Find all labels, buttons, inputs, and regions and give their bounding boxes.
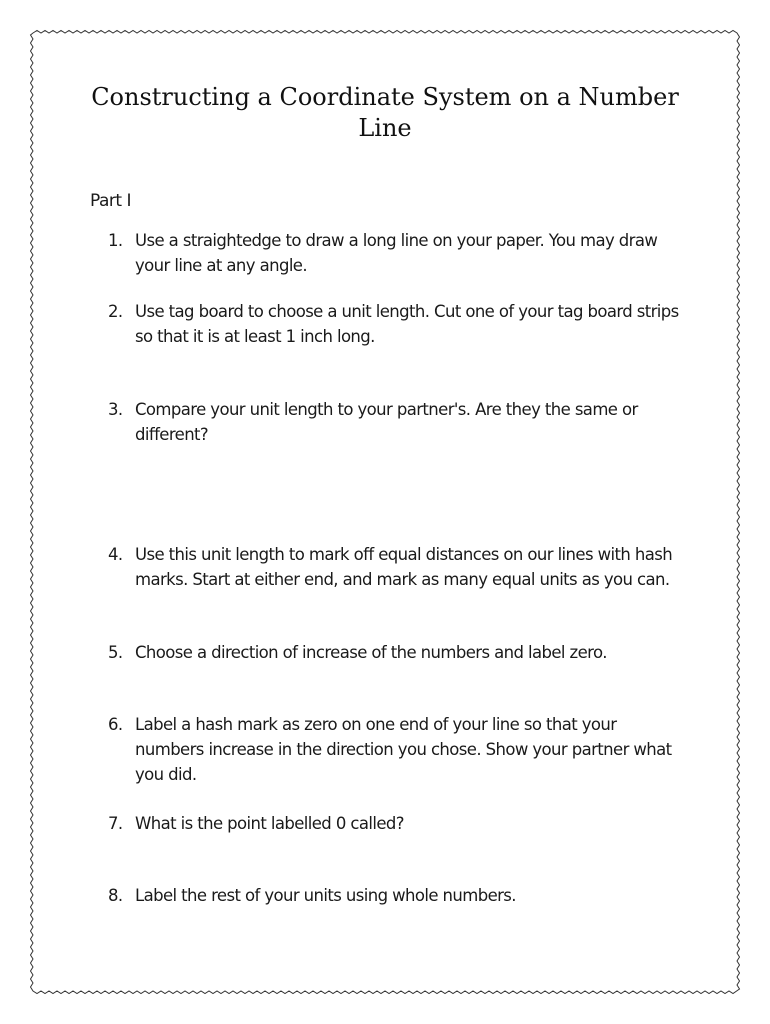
question-text: What is the point labelled 0 called?: [135, 814, 404, 833]
question-text: Use a straightedge to draw a long line on your paper. You may draw your line at any angle.: [135, 231, 658, 275]
question-number: 7.: [108, 814, 123, 833]
worksheet-title: Constructing a Coordinate System on a Number Line: [91, 83, 679, 142]
question-number: 1.: [108, 231, 123, 250]
question-text: Compare your unit length to your partner's. Are they the same or different?: [135, 400, 638, 444]
question-item-7: [108, 811, 688, 836]
decorative-zigzag-border: [29, 29, 741, 995]
question-number: 3.: [108, 400, 123, 419]
zigzag-border-graphic: [29, 29, 741, 995]
question-number: 2.: [108, 302, 123, 321]
question-text: Use tag board to choose a unit length. Cut one of your tag board strips so that it is at least 1 inch long.: [135, 302, 679, 346]
question-number: 8.: [108, 886, 123, 905]
question-number: 6.: [108, 715, 123, 734]
part-heading: Part I: [90, 191, 131, 211]
question-text: Label the rest of your units using whole numbers.: [135, 886, 516, 905]
question-number: 5.: [108, 643, 123, 662]
question-text: Choose a direction of increase of the numbers and label zero.: [135, 643, 607, 662]
question-text: Use this unit length to mark off equal distances on our lines with hash marks. Start at either end, and mark as many equal units as you can.: [135, 545, 673, 589]
question-item-5: [108, 640, 688, 665]
question-item-1: [108, 228, 688, 278]
question-item-2: [108, 299, 688, 349]
question-number: 4.: [108, 545, 123, 564]
question-item-6: [108, 712, 688, 787]
question-item-8: [108, 883, 688, 908]
question-item-4: [108, 542, 688, 592]
question-text: Label a hash mark as zero on one end of your line so that your numbers increase in the direction you chose. Show your partner what you did.: [135, 715, 672, 784]
question-item-3: [108, 397, 688, 447]
